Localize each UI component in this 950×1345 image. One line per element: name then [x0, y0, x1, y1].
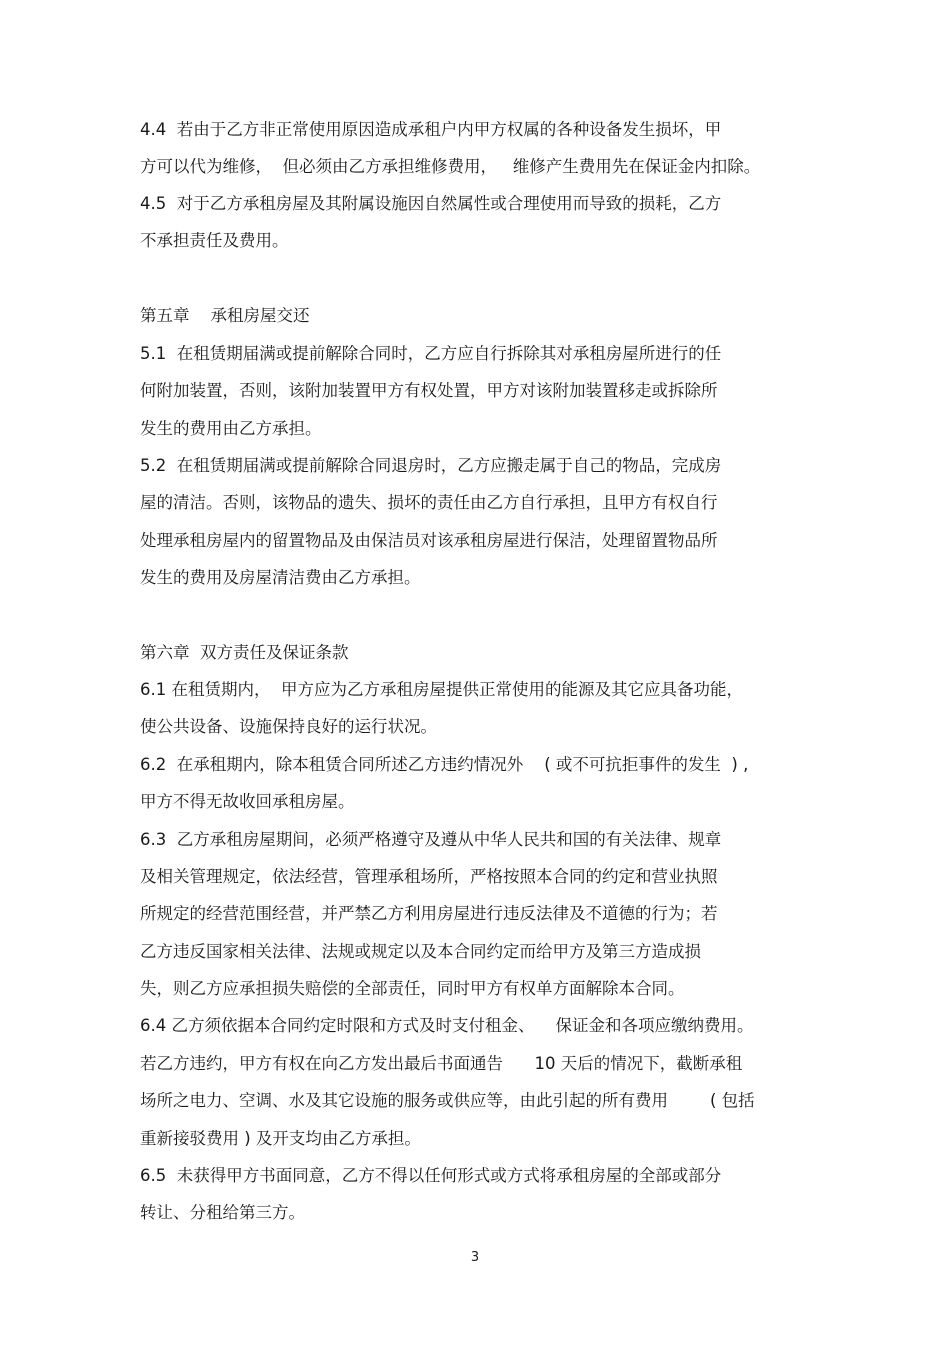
clause-6-3-line-2: 及相关管理规定，依法经营，管理承租场所，严格按照本合同的约定和营业执照 — [140, 867, 718, 886]
page-number: 3 — [470, 1250, 480, 1265]
clause-6-3-line-3: 所规定的经营范围经营，并严禁乙方利用房屋进行违反法律及不道德的行为；若 — [140, 904, 718, 923]
clause-6-3-line-1: 6.3 乙方承租房屋期间，必须严格遵守及遵从中华人民共和国的有关法律、规章 — [140, 830, 722, 849]
clause-5-1-line-2: 何附加装置，否则，该附加装置甲方有权处置，甲方对该附加装置移走或拆除所 — [140, 381, 718, 400]
clause-6-4-line-1: 6.4 乙方须依据本合同约定时限和方式及时支付租金、 保证金和各项应缴纳费用。 — [140, 1016, 754, 1035]
clause-4-5-line-2: 不承担责任及费用。 — [140, 231, 289, 250]
clause-5-1-line-3: 发生的费用由乙方承担。 — [140, 419, 322, 438]
clause-5-2-line-2: 屋的清洁。否则，该物品的遗失、损坏的责任由乙方自行承担，且甲方有权自行 — [140, 493, 718, 512]
clause-4-4-line-1: 4.4 若由于乙方非正常使用原因造成承租户内甲方权属的各种设备发生损坏，甲 — [140, 120, 722, 139]
clause-6-4-line-3: 场所之电力、空调、水及其它设施的服务或供应等，由此引起的所有费用 ( 包括 — [140, 1091, 755, 1110]
clause-6-1-line-2: 使公共设备、设施保持良好的运行状况。 — [140, 717, 437, 736]
clause-6-3-line-4: 乙方违反国家相关法律、法规或规定以及本合同约定而给甲方及第三方造成损 — [140, 942, 701, 961]
clause-6-1-line-1: 6.1 在租赁期内， 甲方应为乙方承租房屋提供正常使用的能源及其它应具备功能， — [140, 680, 743, 699]
clause-6-4-line-4: 重新接驳费用 ) 及开支均由乙方承担。 — [140, 1129, 421, 1148]
clause-6-3-line-5: 失，则乙方应承担损失赔偿的全部责任，同时甲方有权单方面解除本合同。 — [140, 979, 685, 998]
clause-5-2-line-3: 处理承租房屋内的留置物品及由保洁员对该承租房屋进行保洁，处理留置物品所 — [140, 531, 718, 550]
clause-5-1-line-1: 5.1 在租赁期届满或提前解除合同时，乙方应自行拆除其对承租房屋所进行的任 — [140, 344, 722, 363]
clause-4-5-line-1: 4.5 对于乙方承租房屋及其附属设施因自然属性或合理使用而导致的损耗，乙方 — [140, 194, 722, 213]
chapter-6-heading: 第六章 双方责任及保证条款 — [140, 643, 349, 662]
chapter-5-heading: 第五章 承租房屋交还 — [140, 306, 310, 325]
clause-5-2-line-4: 发生的费用及房屋清洁费由乙方承担。 — [140, 568, 421, 587]
clause-5-2-line-1: 5.2 在租赁期届满或提前解除合同退房时，乙方应搬走属于自己的物品，完成房 — [140, 456, 722, 475]
clause-6-2-line-2: 甲方不得无故收回承租房屋。 — [140, 792, 355, 811]
clause-4-4-line-2: 方可以代为维修， 但必须由乙方承担维修费用， 维修产生费用先在保证金内扣除。 — [140, 157, 761, 176]
clause-6-4-line-2: 若乙方违约，甲方有权在向乙方发出最后书面通告 10 天后的情况下，截断承租 — [140, 1054, 743, 1073]
clause-6-5-line-1: 6.5 未获得甲方书面同意，乙方不得以任何形式或方式将承租房屋的全部或部分 — [140, 1166, 722, 1185]
clause-6-2-line-1: 6.2 在承租期内，除本租赁合同所述乙方违约情况外 ( 或不可抗拒事件的发生 ) , — [140, 755, 749, 774]
clause-6-5-line-2: 转让、分租给第三方。 — [140, 1203, 305, 1222]
